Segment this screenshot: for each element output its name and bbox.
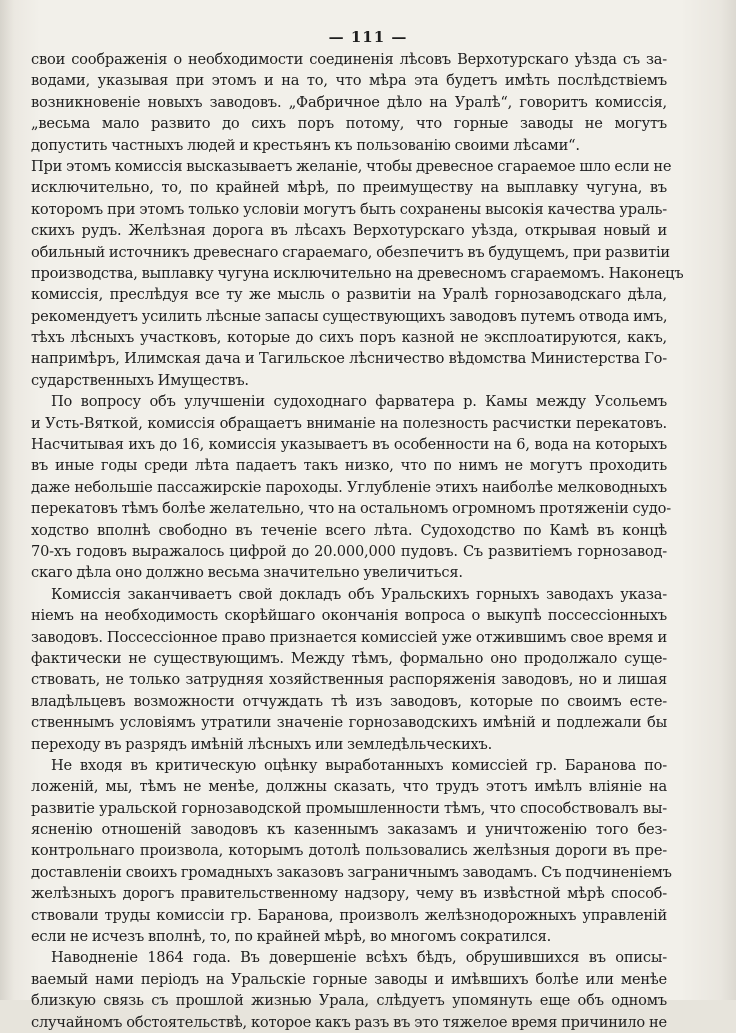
text-line: скихъ рудъ. Желѣзная дорога въ лѣсахъ Верхотурскаго уѣзда, открывая новый и xyxy=(31,222,667,240)
text-line: перекатовъ тѣмъ болѣе желательно, что на остальномъ огромномъ протяженіи судо- xyxy=(31,500,671,518)
text-line: При этомъ комиссія высказываетъ желаніе, чтобы древесное сгараемое шло если не xyxy=(31,157,672,175)
paragraph-start-line: По вопросу объ улучшеніи судоходнаго фарватера р. Камы между Усольемъ xyxy=(51,393,667,411)
text-line: развитіе уральской горнозаводской промышленности тѣмъ, что способствовалъ вы- xyxy=(31,799,667,817)
text-line: въ иные годы среди лѣта падаетъ такъ низко, что по нимъ не могутъ проходить xyxy=(31,457,667,475)
text-line: даже небольшіе пассажирскіе пароходы. Углубленіе этихъ наиболѣе мелководныхъ xyxy=(31,478,667,496)
text-line: переходу въ разрядъ имѣній лѣсныхъ или земледѣльческихъ. xyxy=(31,735,493,753)
text-line: заводовъ. Поссессіонное право признается комиссіей уже отжившимъ свое время и xyxy=(31,628,667,646)
text-line: ходство вполнѣ свободно въ теченіе всего лѣта. Судоходство по Камѣ въ концѣ xyxy=(31,521,667,539)
text-line: водами, указывая при этомъ и на то, что мѣра эта будетъ имѣть послѣдствіемъ xyxy=(31,72,667,90)
text-line: ствовали труды комиссіи гр. Баранова, произволъ желѣзнодорожныхъ управленій xyxy=(31,906,667,924)
text-line: ясненію отношеній заводовъ къ казеннымъ заказамъ и уничтоженію того без- xyxy=(31,821,667,839)
text-line: комиссія, преслѣдуя все ту же мысль о развитіи на Уралѣ горнозаводскаго дѣла, xyxy=(31,286,667,304)
text-line: владѣльцевъ возможности отчуждать тѣ изъ заводовъ, которые по своимъ есте- xyxy=(31,692,667,710)
text-line: скаго дѣла оно должно весьма значительно увеличиться. xyxy=(31,564,463,582)
text-line: сударственныхъ Имуществъ. xyxy=(31,371,249,389)
text-line: тѣхъ лѣсныхъ участковъ, которые до сихъ поръ казной не эксплоатируются, какъ, xyxy=(31,329,667,347)
text-line: ственнымъ условіямъ утратили значеніе горнозаводскихъ имѣній и подлежали бы xyxy=(31,714,667,732)
text-line: возникновеніе новыхъ заводовъ. „Фабричное дѣло на Уралѣ“, говоритъ комиссія, xyxy=(31,93,667,111)
text-line: производства, выплавку чугуна исключительно на древесномъ сгараемомъ. Наконецъ xyxy=(31,264,684,282)
text-line: ложеній, мы, тѣмъ не менѣе, должны сказать, что трудъ этотъ имѣлъ вліяніе на xyxy=(31,778,667,796)
text-line: случайномъ обстоятельствѣ, которое какъ разъ въ это тяжелое время причинило не xyxy=(31,1013,667,1031)
paragraph-start-line: Наводненіе 1864 года. Въ довершеніе всѣхъ бѣдъ, обрушившихся въ описы- xyxy=(51,949,667,967)
text-line: ніемъ на необходимость скорѣйшаго окончанія вопроса о выкупѣ поссессіонныхъ xyxy=(31,607,667,625)
text-line: контрольнаго произвола, которымъ дотолѣ пользовались желѣзныя дороги въ пре- xyxy=(31,842,667,860)
text-line: обильный источникъ древеснаго сгараемаго, обезпечитъ въ будущемъ, при развитіи xyxy=(31,243,670,261)
text-line: свои соображенія о необходимости соединенія лѣсовъ Верхотурскаго уѣзда съ за- xyxy=(31,51,667,68)
text-line: фактически не существующимъ. Между тѣмъ, формально оно продолжало суще- xyxy=(31,649,667,667)
paragraph-start-line: Не входя въ критическую оцѣнку выработанныхъ комиссіей гр. Баранова по- xyxy=(51,756,667,774)
text-line: ваемый нами періодъ на Уральскіе горные заводы и имѣвшихъ болѣе или менѣе xyxy=(31,970,667,988)
body-text xyxy=(31,49,684,1033)
text-line: желѣзныхъ дорогъ правительственному надзору, чему въ извѣстной мѣрѣ способ- xyxy=(31,885,667,903)
text-line: исключительно, то, по крайней мѣрѣ, по преимуществу на выплавку чугуна, въ xyxy=(31,179,667,197)
paragraph-start-line: Комиссія заканчиваетъ свой докладъ объ Уральскихъ горныхъ заводахъ указа- xyxy=(51,585,667,603)
text-line: рекомендуетъ усилить лѣсные запасы существующихъ заводовъ путемъ отвода имъ, xyxy=(31,307,668,325)
text-line: „весьма мало развито до сихъ поръ потому, что горные заводы не могутъ xyxy=(31,115,667,133)
text-line: если не исчезъ вполнѣ, то, по крайней мѣрѣ, во многомъ сократился. xyxy=(31,928,552,946)
page-number: — 111 — xyxy=(328,28,408,46)
text-line: и Усть-Вяткой, комиссія обращаетъ вниманіе на полезность расчистки перекатовъ. xyxy=(31,414,667,432)
text-line: Насчитывая ихъ до 16, комиссія указываетъ въ особенности на 6, вода на которыхъ xyxy=(31,436,667,454)
text-line: ствовать, не только затрудняя хозяйственныя распоряженія заводовъ, но и лишая xyxy=(31,671,667,689)
text-line: которомъ при этомъ только условіи могутъ быть сохранены высокія качества ураль- xyxy=(31,200,667,218)
text-line: близкую связь съ прошлой жизнью Урала, слѣдуетъ упомянуть еще объ одномъ xyxy=(31,992,667,1010)
text-line: 70-хъ годовъ выражалось цифрой до 20.000,000 пудовъ. Съ развитіемъ горнозавод- xyxy=(31,542,667,560)
text-line: допустить частныхъ людей и крестьянъ къ пользованію своими лѣсами“. xyxy=(31,136,580,154)
text-line: напримѣръ, Илимская дача и Тагильское лѣсничество вѣдомства Министерства Го- xyxy=(31,350,667,368)
text-line: доставленіи своихъ громадныхъ заказовъ заграничнымъ заводамъ. Съ подчиненіемъ xyxy=(31,863,672,881)
